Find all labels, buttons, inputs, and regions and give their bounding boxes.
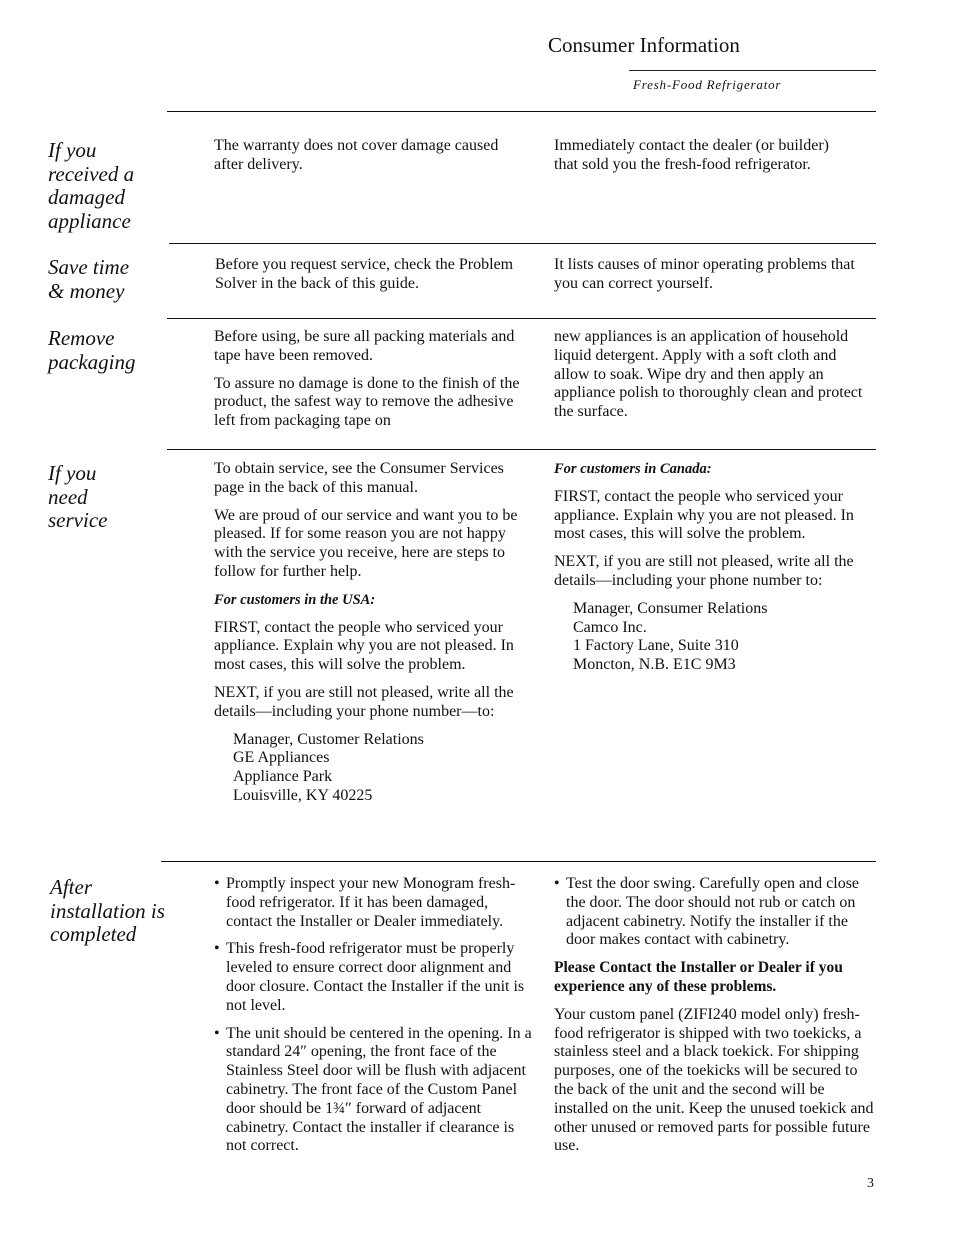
subtitle-rule xyxy=(629,70,876,71)
address-line: Louisville, KY 40225 xyxy=(233,786,373,804)
address-line: 1 Factory Lane, Suite 310 xyxy=(573,637,739,655)
address-line: Camco Inc. xyxy=(573,618,647,636)
paragraph: Before you request service, check the Problem Solver in the back of this guide. xyxy=(215,256,514,292)
warning-note: Please Contact the Installer or Dealer if you experience any of these problems. xyxy=(554,959,843,995)
page-number: 3 xyxy=(867,1176,874,1191)
paragraph: Your custom panel (ZIFI240 model only) fresh-food refrigerator is shipped with two toekicks, a stainless steel and a black toekick. For shipping purposes, one of the toekicks will be secured to the back of the unit and the second will be installed on the unit. Keep the unused toekick and other unused or removed parts for possible future use. xyxy=(554,1005,874,1155)
paragraph: We are proud of our service and want you to be pleased. If for some reason you are not happy with the service you receive, here are steps to follow for further help. xyxy=(214,506,518,580)
address-line: Manager, Customer Relations xyxy=(233,730,424,748)
heading-line: Save time xyxy=(48,255,130,279)
paragraph: The warranty does not cover damage caused after delivery. xyxy=(214,137,499,173)
paragraph: To obtain service, see the Consumer Services page in the back of this manual. xyxy=(214,460,504,496)
paragraph: NEXT, if you are still not pleased, write all the details—including your phone number to: xyxy=(554,553,854,589)
section-heading-service: If you need service xyxy=(48,461,108,532)
packaging-right-column xyxy=(554,328,874,431)
packaging-left-column xyxy=(214,328,534,440)
usa-address xyxy=(214,731,534,806)
paragraph: It lists causes of minor operating problems that you can correct yourself. xyxy=(554,256,855,292)
damaged-right-column xyxy=(554,137,854,184)
section-divider-service xyxy=(167,449,876,450)
damaged-left-column xyxy=(214,137,514,184)
canada-subheading: For customers in Canada: xyxy=(554,461,712,477)
paragraph: NEXT, if you are still not pleased, write all the details—including your phone number—to: xyxy=(214,683,514,720)
section-divider-packaging xyxy=(167,318,876,319)
after-left-column xyxy=(214,875,534,1165)
list-item: • The unit should be centered in the opening. In a standard 24″ opening, the front face of the Stainless Steel door will be flush with adjacent cabinetry. The front face of the Custom Panel door should be 1¾″ forward of adjacent cabinetry. Contact the installer if clearance is not correct. xyxy=(214,1025,534,1157)
section-heading-after: After installation is completed xyxy=(50,875,165,946)
section-divider-after xyxy=(161,861,876,862)
save-right-column xyxy=(554,256,874,303)
paragraph: Immediately contact the dealer (or builder) that sold you the fresh-food refrigerator. xyxy=(554,137,829,173)
section-divider-save xyxy=(169,243,876,244)
canada-address xyxy=(554,600,874,675)
list-item: • This fresh-food refrigerator must be properly leveled to ensure correct door alignment and door closure. Contact the Installer if the unit is not level. xyxy=(214,940,534,1015)
paragraph: FIRST, contact the people who serviced your appliance. Explain why you are not pleased. In most cases, this will solve the problem. xyxy=(554,487,854,543)
section-heading-packaging: Remove packaging xyxy=(48,326,136,374)
paragraph: new appliances is an application of household liquid detergent. Apply with a soft cloth and allow to soak. Wipe dry and then apply an appliance polish to thoroughly clean and protect the surface. xyxy=(554,328,863,421)
usa-subheading: For customers in the USA: xyxy=(214,591,376,608)
section-heading-save xyxy=(48,256,188,303)
page-title: Consumer Information xyxy=(548,33,740,57)
page-subtitle: Fresh-Food Refrigerator xyxy=(633,77,782,92)
address-line: Moncton, N.B. E1C 9M3 xyxy=(573,656,736,674)
section-heading-damaged: If you received a damaged appliance xyxy=(48,138,135,233)
after-right-column xyxy=(554,875,874,1165)
list-item: • Test the door swing. Carefully open and close the door. The door should not rub or catch on adjacent cabinetry. Notify the installer if the door makes contact with cabinetry. xyxy=(554,875,874,950)
save-left-column xyxy=(215,256,535,303)
section-divider-top xyxy=(167,111,876,112)
list-item: • Promptly inspect your new Monogram fresh-food refrigerator. If it has been damaged, contact the Installer or Dealer immediately. xyxy=(214,875,534,931)
paragraph: Before using, be sure all packing materials and tape have been removed. xyxy=(214,328,515,364)
heading-line: & money xyxy=(48,278,125,303)
address-line: Appliance Park xyxy=(233,768,333,786)
address-line: Manager, Consumer Relations xyxy=(573,599,768,617)
address-line: GE Appliances xyxy=(233,749,330,767)
service-left-column xyxy=(214,460,534,815)
paragraph: To assure no damage is done to the finish of the product, the safest way to remove the adhesive left from packaging tape on xyxy=(214,374,520,430)
service-right-column xyxy=(554,460,874,684)
paragraph: FIRST, contact the people who serviced your appliance. Explain why you are not pleased. In most cases, this will solve the problem. xyxy=(214,618,514,674)
